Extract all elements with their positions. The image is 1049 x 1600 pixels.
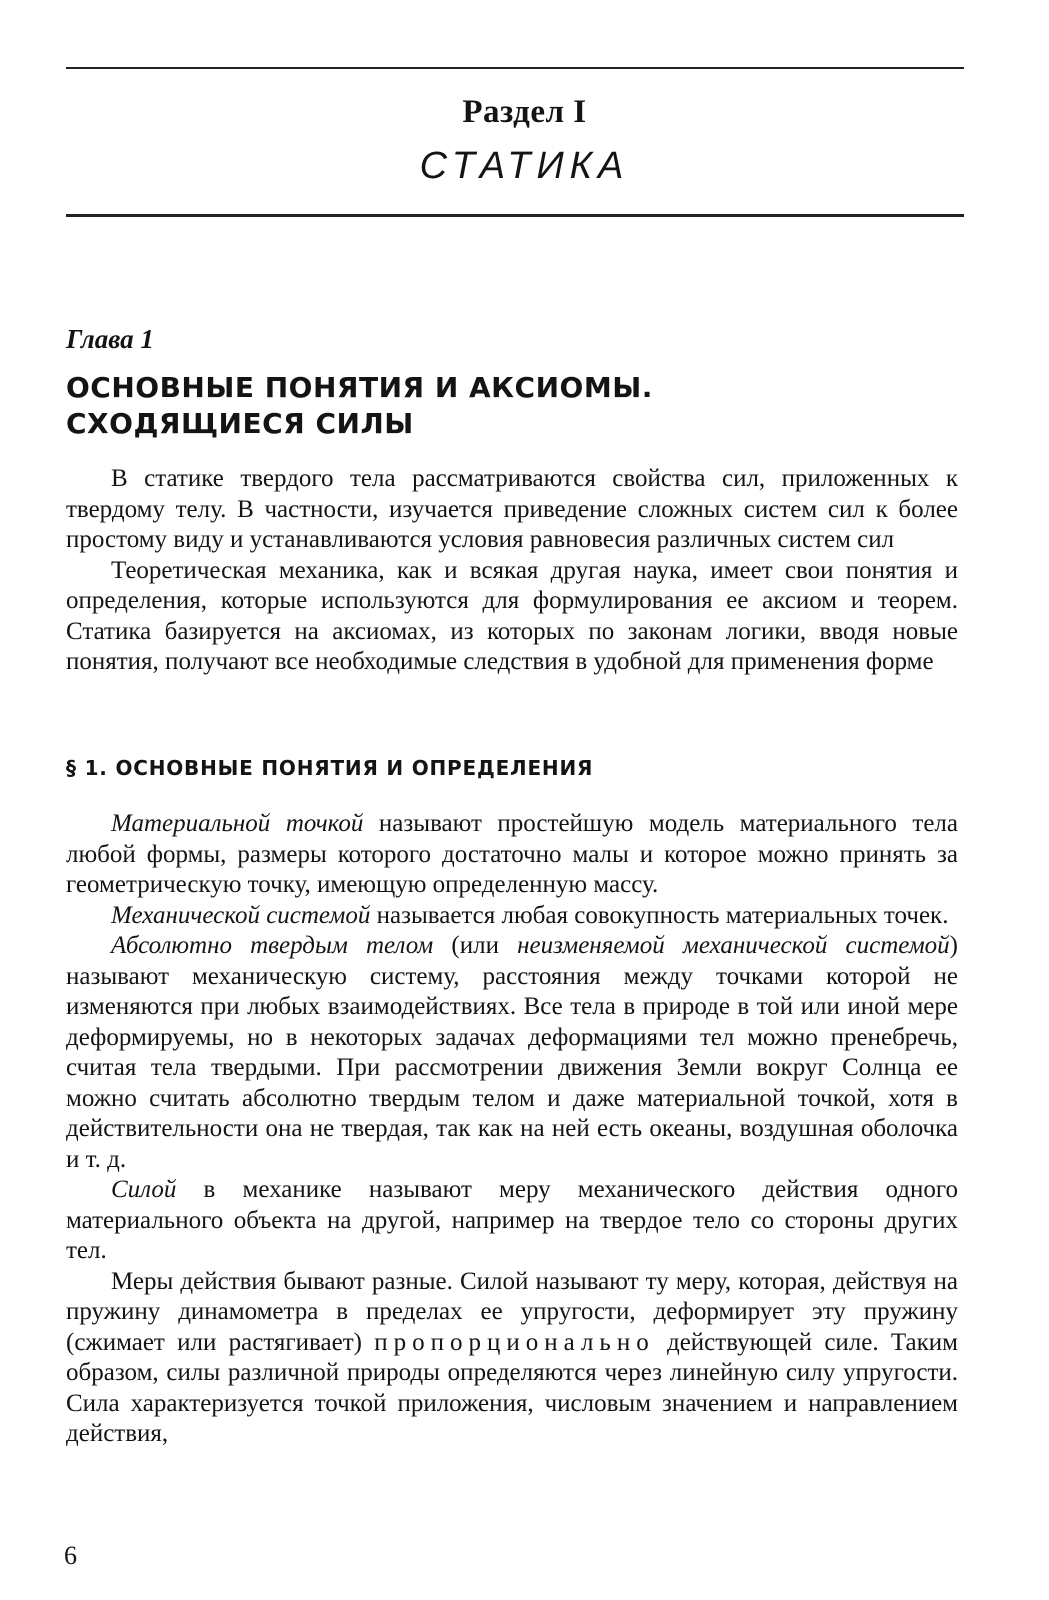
definition-text: в механике называют меру механического действия одного материального объекта на другой, например на твердое тело со стороны других тел.	[66, 1176, 958, 1264]
definition-material-point	[66, 809, 958, 901]
section-title: СТАТИКА	[419, 145, 630, 187]
section-label: Раздел I	[462, 94, 587, 130]
term: неизменяемой механической системой	[517, 932, 950, 959]
bottom-rule	[66, 214, 964, 217]
definition-text: называется любая совокупность материальных точек.	[370, 901, 949, 929]
spaced-emphasis: пропорционально	[374, 1328, 655, 1356]
force-measure-paragraph	[66, 1267, 958, 1450]
chapter-title	[66, 370, 966, 442]
paragraph-text: действующей силе. Таким образом, силы различной природы определяются через линейную силу упругости. Сила характеризуется точкой приложения, числовым значением и направлением действия,	[66, 1328, 958, 1447]
term: Материальной точкой	[111, 810, 364, 837]
definition-mechanical-system	[66, 901, 958, 932]
top-rule	[66, 67, 964, 69]
definition-force	[66, 1175, 958, 1267]
intro-paragraph-1: В статике твердого тела рассматриваются свойства сил, приложенных к твердому телу. В частности, изучается приведение сложных систем сил к более простому виду и устанавливаются условия равновесия различных систем сил	[66, 465, 958, 553]
definition-rigid-body	[66, 931, 958, 1175]
definition-text: называют простейшую модель материального тела любой формы, размеры которого достаточно малы и которое можно принять за геометрическую точку, имеющую определенную массу.	[66, 810, 958, 898]
definition-text: ) называют механическую систему, расстояния между точками которой не изменяются при любых взаимодействиях. Все тела в природе в той или иной мере деформируемы, но в некоторых задачах деформациями тел можно пренебречь, считая тела твердыми. При рассмотрении движения Земли вокруг Солнца ее можно считать абсолютно твердым телом и даже материальной точкой, хотя в действительности она не твердая, так как на ней есть океаны, воздушная оболочка и т. д.	[66, 932, 958, 1173]
chapter-label: Глава 1	[66, 324, 154, 354]
paragraph-text: Меры действия бывают разные. Силой называют ту меру, которая, действуя на пружину динамометра в пределах ее упругости, деформирует эту пружину (сжимает или растягивает)	[66, 1267, 958, 1356]
page-number: 6	[64, 1541, 77, 1570]
chapter-intro	[66, 464, 958, 678]
chapter-title-line-1: ОСНОВНЫЕ ПОНЯТИЯ И АКСИОМЫ.	[66, 371, 653, 404]
definitions-body	[66, 809, 958, 1450]
intro-paragraph-2: Теоретическая механика, как и всякая другая наука, имеет свои понятия и определения, которые используются для формулирования ее аксиом и теорем. Статика базируется на аксиомах, из которых по законам логики, вводя новые понятия, получают все необходимые следствия в удобной для применения форме	[66, 556, 958, 675]
term: Абсолютно твердым телом	[111, 932, 434, 959]
term: Механической системой	[111, 901, 371, 929]
paragraph-heading: § 1. ОСНОВНЫЕ ПОНЯТИЯ И ОПРЕДЕЛЕНИЯ	[66, 756, 594, 780]
definition-text: (или	[433, 932, 518, 959]
section-header	[0, 94, 1049, 188]
term: Силой	[111, 1176, 177, 1203]
chapter-title-line-2: СХОДЯЩИЕСЯ СИЛЫ	[66, 407, 414, 440]
